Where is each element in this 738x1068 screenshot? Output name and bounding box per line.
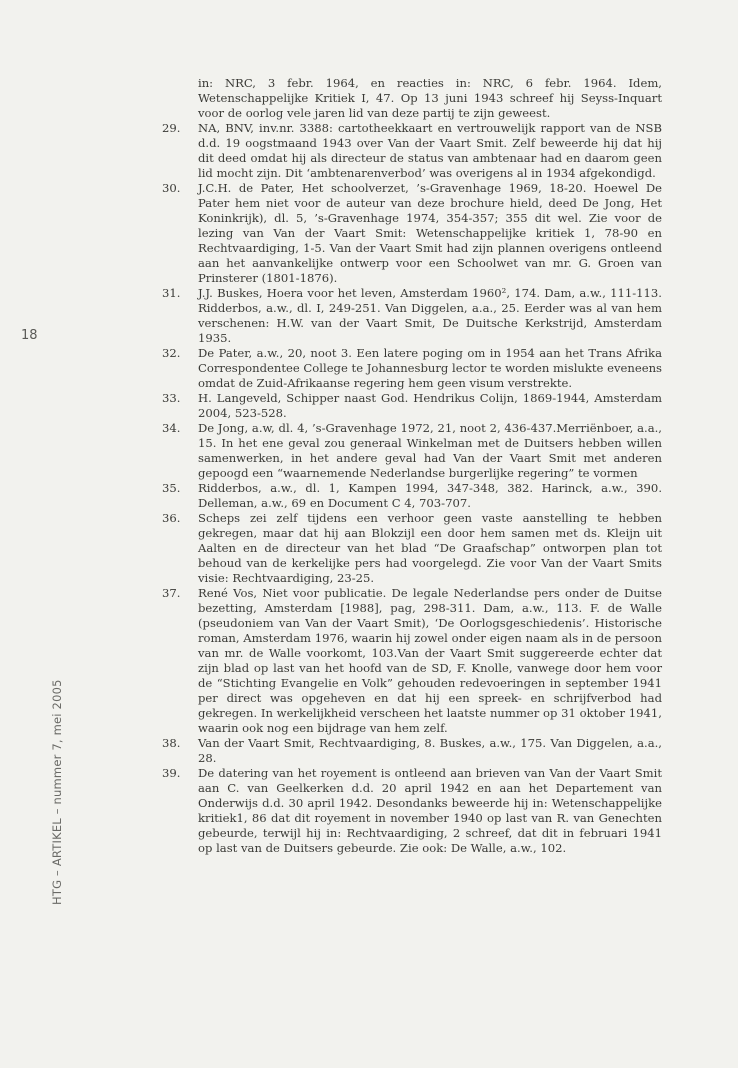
note-number: 37. xyxy=(162,586,181,600)
note-text: Ridderbos, a.w., dl. 1, Kampen 1994, 347-348, 382. Harinck, a.w., 390. Delleman, a.w., 69 en Document C 4, 703-707. xyxy=(198,481,662,510)
endnote-37 xyxy=(162,586,662,736)
running-head: HTG – ARTIKEL – nummer 7, mei 2005 xyxy=(50,679,64,905)
endnote-35 xyxy=(162,481,662,511)
page-number: 18 xyxy=(21,328,38,343)
note-text: De datering van het royement is ontleend aan brieven van Van der Vaart Smit aan C. van Geelkerken d.d. 20 april 1942 en aan het Departement van Onderwijs d.d. 30 april 1942. Desondanks beweerde hij in: Wetenschappelijke kritiek1, 86 dat dit royement in november 1940 op last van R. van Genechten gebeurde, terwijl hij in: Rechtvaardiging, 2 schreef, dat dit in februari 1941 op last van de Duitsers gebeurde. Zie ook: De Walle, a.w., 102. xyxy=(198,766,662,855)
note-text: De Pater, a.w., 20, noot 3. Een latere poging om in 1954 aan het Trans Afrika Correspondentee College te Johannesburg lector te worden mislukte eveneens omdat de Zuid-Afrikaanse regering hem geen visum verstrekte. xyxy=(198,346,662,390)
endnote-34 xyxy=(162,421,662,481)
endnote-29 xyxy=(162,121,662,181)
note-number: 31. xyxy=(162,286,181,300)
endnote-33 xyxy=(162,391,662,421)
note-number: 29. xyxy=(162,121,181,135)
endnote-36 xyxy=(162,511,662,586)
endnote-32 xyxy=(162,346,662,391)
note-text: in: NRC, 3 febr. 1964, en reacties in: NRC, 6 febr. 1964. Idem, Wetenschappelijke Kritiek I, 47. Op 13 juni 1943 schreef hij Seyss-Inquart voor de oorlog vele jaren lid van deze partij te zijn geweest. xyxy=(198,76,662,120)
note-number: 39. xyxy=(162,766,181,780)
note-number: 36. xyxy=(162,511,181,525)
note-text: J.J. Buskes, Hoera voor het leven, Amsterdam 1960², 174. Dam, a.w., 111-113. Ridderbos, a.w., dl. I, 249-251. Van Diggelen, a.a., 25. Eerder was al van hem verschenen: H.W. van der Vaart Smit, De Duitsche Kerkstrijd, Amsterdam 1935. xyxy=(198,286,662,345)
endnote-30 xyxy=(162,181,662,286)
endnote-28-continued xyxy=(162,76,662,121)
note-text: J.C.H. de Pater, Het schoolverzet, ’s-Gravenhage 1969, 18-20. Hoewel De Pater hem niet voor de auteur van deze brochure hield, deed De Jong, Het Koninkrijk), dl. 5, ’s-Gravenhage 1974, 354-357; 355 dit wel. Zie voor de lezing van Van der Vaart Smit: Wetenschappelijke kritiek 1, 78-90 en Rechtvaardiging, 1-5. Van der Vaart Smit had zijn plannen overigens ontleend aan het aanvankelijke ontwerp voor een Schoolwet van mr. G. Groen van Prinsterer (1801-1876). xyxy=(198,181,662,285)
endnotes xyxy=(162,76,662,856)
note-number: 38. xyxy=(162,736,181,750)
endnote-31 xyxy=(162,286,662,346)
note-text: NA, BNV, inv.nr. 3388: cartotheekkaart en vertrouwelijk rapport van de NSB d.d. 19 oogstmaand 1943 over Van der Vaart Smit. Zelf beweerde hij dat hij dit deed omdat hij als directeur de status van ambtenaar had en daarom geen lid mocht zijn. Dit ‘ambtenarenverbod’ was overigens al in 1934 afgekondigd. xyxy=(198,121,662,180)
note-number: 34. xyxy=(162,421,181,435)
note-text: Van der Vaart Smit, Rechtvaardiging, 8. Buskes, a.w., 175. Van Diggelen, a.a., 28. xyxy=(198,736,662,765)
note-number: 30. xyxy=(162,181,181,195)
note-number: 32. xyxy=(162,346,181,360)
note-text: De Jong, a.w, dl. 4, ’s-Gravenhage 1972, 21, noot 2, 436-437.Merriënboer, a.a., 15. In het ene geval zou generaal Winkelman met de Duitsers hebben willen samenwerken, in het andere geval had Van der Vaart Smit met anderen gepoogd een “waarnemende Nederlandse burgerlijke regering” te vormen xyxy=(198,421,662,480)
endnote-39 xyxy=(162,766,662,856)
note-text: H. Langeveld, Schipper naast God. Hendrikus Colijn, 1869-1944, Amsterdam 2004, 523-528. xyxy=(198,391,662,420)
note-number: 33. xyxy=(162,391,181,405)
note-number: 35. xyxy=(162,481,181,495)
note-text: Scheps zei zelf tijdens een verhoor geen vaste aanstelling te hebben gekregen, maar dat hij aan Blokzijl een door hem samen met ds. Kleijn uit Aalten en de directeur van het blad “De Graafschap” ontworpen plan tot behoud van de kerkelijke pers had voorgelegd. Zie voor Van der Vaart Smits visie: Rechtvaardiging, 23-25. xyxy=(198,511,662,585)
note-text: René Vos, Niet voor publicatie. De legale Nederlandse pers onder de Duitse bezetting, Amsterdam [1988], pag, 298-311. Dam, a.w., 113. F. de Walle (pseudoniem van Van der Vaart Smit), ‘De Oorlogsgeschiedenis’. Historische roman, Amsterdam 1976, waarin hij zowel onder eigen naam als in de persoon van mr. de Walle voorkomt, 103.Van der Vaart Smit suggereerde echter dat zijn blad op last van het hoofd van de SD, F. Knolle, vanwege door hem voor de “Stichting Evangelie en Volk” gehouden redevoeringen in september 1941 per direct was opgeheven en dat hij een spreek- en schrijfverbod had gekregen. In werkelijkheid verscheen het laatste nummer op 31 oktober 1941, waarin ook nog een bijdrage van hem zelf. xyxy=(198,586,662,735)
endnote-38 xyxy=(162,736,662,766)
